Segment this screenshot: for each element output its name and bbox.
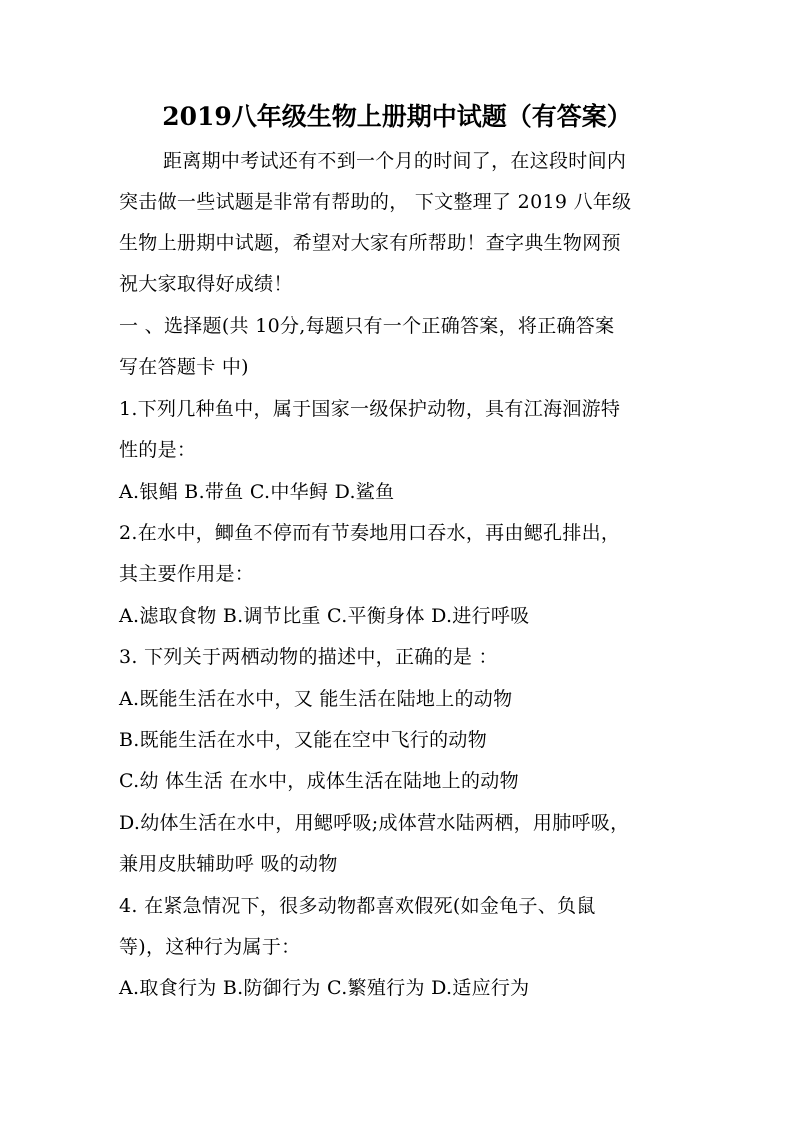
question-2-options: A.滤取食物 B.调节比重 C.平衡身体 D.进行呼吸 (119, 605, 530, 627)
document-title: 2019八年级生物上册期中试题（有答案） (162, 102, 632, 131)
intro-line-1: 距离期中考试还有不到一个月的时间了，在这段时间内 (163, 150, 627, 172)
intro-line-2: 突击做一些试题是非常有帮助的， 下文整理了 2019 八年级 (119, 191, 632, 213)
question-3-option-d-line-1: D.幼体生活在水中，用鳃呼吸;成体营水陆两栖，用肺呼吸， (119, 812, 630, 834)
section-heading-line-2: 写在答题卡 中) (119, 356, 249, 378)
section-heading-line-1: 一 、选择题(共 10分,每题只有一个正确答案，将正确答案 (119, 315, 615, 337)
intro-line-3: 生物上册期中试题，希望对大家有所帮助！查字典生物网预 (119, 232, 621, 254)
question-3-option-a: A.既能生活在水中，又 能生活在陆地上的动物 (119, 688, 513, 710)
question-2-line-1: 2.在水中，鲫鱼不停而有节奏地用口吞水，再由鳃孔排出， (119, 522, 621, 544)
question-1-options: A.银鲳 B.带鱼 C.中华鲟 D.鲨鱼 (119, 481, 395, 503)
intro-line-4: 祝大家取得好成绩！ (119, 273, 293, 295)
question-3-option-d-line-2: 兼用皮肤辅助呼 吸的动物 (119, 853, 338, 875)
question-3-option-b: B.既能生活在水中，又能在空中飞行的动物 (119, 729, 488, 751)
question-1-line-2: 性的是： (119, 439, 197, 461)
question-4-options: A.取食行为 B.防御行为 C.繁殖行为 D.适应行为 (119, 977, 530, 999)
question-3-option-c: C.幼 体生活 在水中，成体生活在陆地上的动物 (119, 770, 519, 792)
question-2-line-2: 其主要作用是： (119, 563, 255, 585)
question-3-stem: 3. 下列关于两栖动物的描述中，正确的是 ： (119, 646, 498, 668)
question-4-line-2: 等)，这种行为属于： (119, 936, 301, 958)
question-1-line-1: 1.下列几种鱼中，属于国家一级保护动物，具有江海洄游特 (119, 398, 621, 420)
question-4-line-1: 4. 在紧急情况下，很多动物都喜欢假死(如金龟子、负鼠 (119, 895, 596, 917)
